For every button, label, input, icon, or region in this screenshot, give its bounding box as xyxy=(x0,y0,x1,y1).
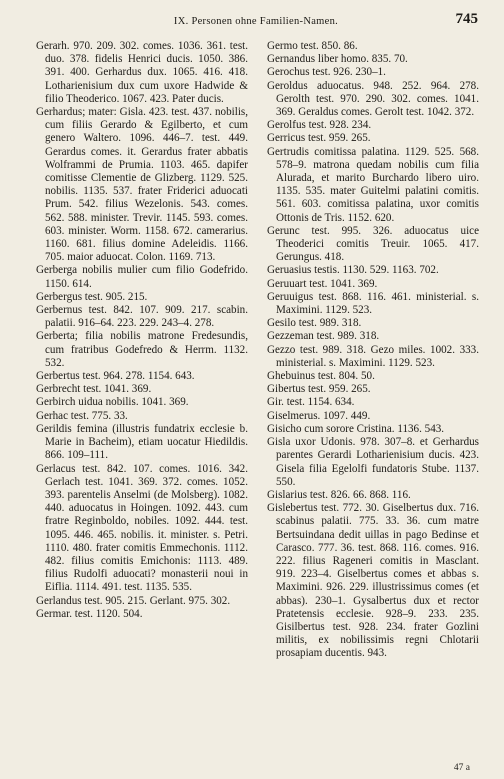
index-entry: Gertrudis comitissa palatina. 1129. 525. 568. 578–9. matrona quedam nobilis cum filia Alurada, et marito Burchardo libero uiro. 1135. 535. mater Guitelmi palatini comitis. 561. 603. comitissa palatina, uxor comitis Ottonis de Tris. 1152. 620. xyxy=(267,145,479,224)
index-entry: Gerberta; filia nobilis matrone Fredesundis, cum fratribus Godefredo & Herrm. 1132. 532. xyxy=(36,330,248,369)
signature-mark: 47 a xyxy=(453,763,470,773)
index-entry: Gerbrecht test. 1041. 369. xyxy=(36,383,152,396)
index-entry: Germo test. 850. 86. xyxy=(267,40,358,52)
index-entry: Gesilo test. 989. 318. xyxy=(267,317,362,330)
index-entry: Gislarius test. 826. 66. 868. 116. xyxy=(267,488,411,501)
index-entry: Gerbernus test. 842. 107. 909. 217. scabin. palatii. 916–64. 223. 229. 243–4. 278. xyxy=(36,304,248,330)
index-entry: Gernandus liber homo. 835. 70. xyxy=(267,53,408,66)
index-entry: Giselmerus. 1097. 449. xyxy=(267,409,371,422)
index-entry: Gisicho cum sorore Cristina. 1136. 543. xyxy=(267,422,445,435)
index-entry: Geruuart test. 1041. 369. xyxy=(267,277,378,290)
index-entry: Gerhac test. 775. 33. xyxy=(36,409,128,422)
index-entry: Gerochus test. 926. 230–1. xyxy=(267,66,386,79)
index-entry: Gir. test. 1154. 634. xyxy=(267,396,355,409)
index-entry: Geruuigus test. 868. 116. 461. ministerial. s. Maximini. 1129. 523. xyxy=(267,290,479,317)
index-columns xyxy=(36,40,479,756)
page-header xyxy=(28,10,484,32)
index-entry: Gerbirch uidua nobilis. 1041. 369. xyxy=(36,396,189,409)
index-entry: Ghebuinus test. 804. 50. xyxy=(267,370,375,383)
page-number: 745 xyxy=(455,11,478,27)
index-entry: Gerildis femina (illustris fundatrix ecclesie b. Marie in Bacheim), etiam uocatur Hiedildis. 866. 109–111. xyxy=(36,422,248,462)
index-entry: Geruasius testis. 1130. 529. 1163. 702. xyxy=(267,264,439,277)
index-entry: Gerberga nobilis mulier cum filio Godefrido. 1150. 614. xyxy=(36,264,248,290)
index-entry: Gerricus test. 959. 265. xyxy=(267,132,371,145)
index-entry: Gezzeman test. 989. 318. xyxy=(267,330,380,343)
index-entry: Gerarh. 970. 209. 302. comes. 1036. 361. test. duo. 378. fidelis Henrici ducis. 1050. 386. 391. 400. Gerhardus dux. 1065. 416. 418. Lotharienisium dux cum uxore Hadwide & filio Theoderico. 1067. 423. Pater ducis. xyxy=(36,40,248,105)
index-entry: Gerbergus test. 905. 215. xyxy=(36,290,148,303)
index-entry: Gibertus test. 959. 265. xyxy=(267,383,371,396)
index-entry: Geroldus aduocatus. 948. 252. 964. 278. Gerolth test. 970. 290. 302. comes. 1041. 369. Geraldus comes. Gerolt test. 1042. 372. xyxy=(267,79,479,119)
index-entry: Gislebertus test. 772. 30. Giselbertus dux. 716. scabinus palatii. 775. 33. 36. cum matre Bertsuindana dedit uillas in pago Bedinse et Carasco. 777. 36. test. 868. 116. comes. 916. 222. filius Rageneri comitis in Masclant. 919. 223–4. Giselbertus comes et abbas s. Maximini. 926. 229. illustrissimus comes (et abbas). 230–1. Gysalbertus dux et rector Pratetensis ecclesie. 928–9. 233. 235. Gisilbertus test. 928. 234. frater Gozlini militis, ex nobilissimis regni Chlotarii prosapiam ducentis. 943. xyxy=(267,502,479,660)
index-entry: Germar. test. 1120. 504. xyxy=(36,607,143,620)
index-entry: Gisla uxor Udonis. 978. 307–8. et Gerhardus parentes Gerardi Lotharienisium ducis. 423. Gisela filia Egelolfi fundatoris Stube. 1137. 550. xyxy=(267,436,479,488)
index-entry: Gerhardus; mater: Gisla. 423. test. 437. nobilis, cum filiis Gerardo & Egilberto, et cum genero Waltero. 1096. 446–7. test. 449. Gerardus comes. it. Gerardus frater abbatis Wolframmi de Prumia. 1103. 465. dapifer comitisse Clementie de Glizberg. 1129. 525. nobilis. 1135. 537. frater Friderici aduocati Prum. 542. filius Wezelonis. 543. comes. 562. 588. minister. Trevir. 1145. 593. comes. 603. minister. Worm. 1158. 672. camerarius. 1160. 681. filius domine Adeleidis. 1166. 705. maior aduocat. Colon. 1169. 713. xyxy=(36,106,248,264)
index-entry: Gerbertus test. 964. 278. 1154. 643. xyxy=(36,370,195,383)
left-index-column xyxy=(36,40,248,756)
index-entry: Gerlandus test. 905. 215. Gerlant. 975. 302. xyxy=(36,594,231,607)
index-entry: Gezzo test. 989. 318. Gezo miles. 1002. 333. ministerial. s. Maximini. 1129. 523. xyxy=(267,343,479,369)
running-title: IX. Personen ohne Familien-Namen. xyxy=(173,16,339,27)
right-index-column xyxy=(267,40,479,756)
index-entry: Gerunc test. 995. 326. aduocatus uice Theoderici comitis Treuir. 1065. 417. Gerungus. 418. xyxy=(267,224,479,264)
index-entry: Gerlacus test. 842. 107. comes. 1016. 342. Gerlach test. 1041. 369. 372. comes. 1052. 393. parentelis Anselmi (de Molsberg). 1082. 440. aduocatus in Hoingen. 1092. 443. cum fratre Reginboldo, nobiles. 1092. 444. test. 1095. 446. 465. nobilis. it. minister. s. Petri. 1110. 480. frater comitis Emmechonis. 1112. 482. filius comitis Emichonis: 1113. 489. filius Rudolfi aduocati? monasterii noui in Eiflia. 1114. 491. test. 1135. 535. xyxy=(36,462,248,594)
index-entry: Gerolfus test. 928. 234. xyxy=(267,119,372,132)
